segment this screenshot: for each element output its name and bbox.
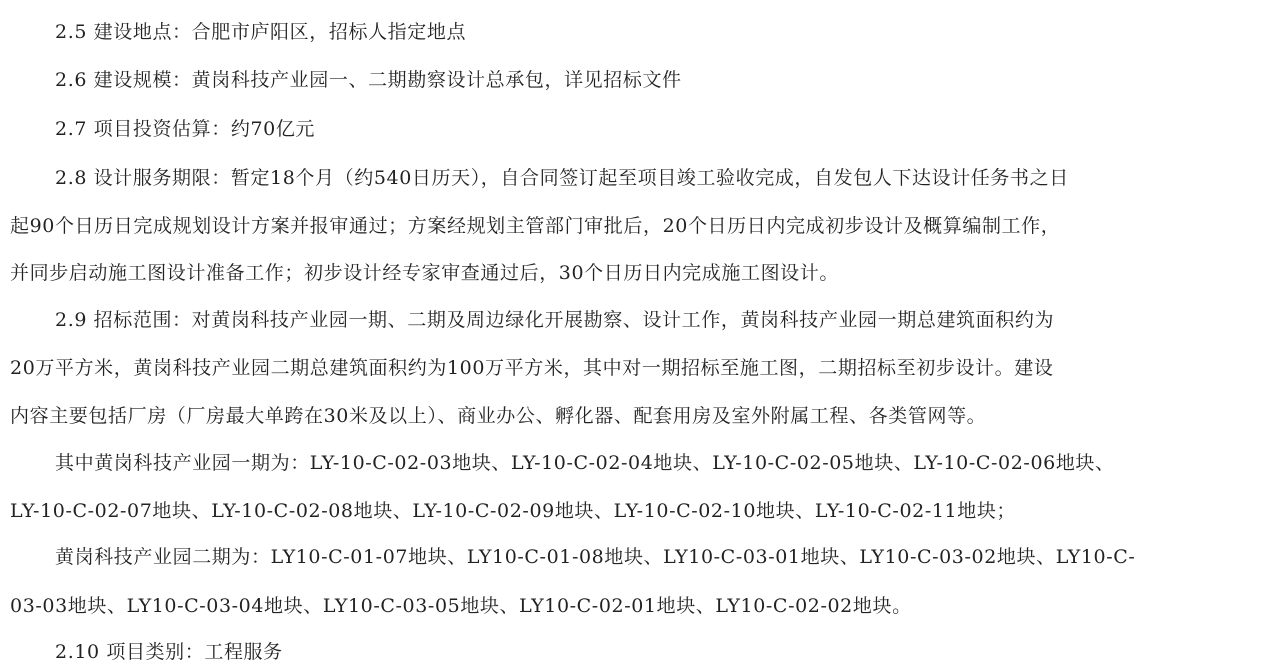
section-2-9-scope-line-3: 内容主要包括厂房（厂房最大单跨在30米及以上）、商业办公、孵化器、配套用房及室外附属工程、各类管网等。	[10, 405, 987, 427]
phase-2-plots-line-2: 03-03地块、LY10-C-03-04地块、LY10-C-03-05地块、LY10-C-02-01地块、LY10-C-02-02地块。	[10, 595, 912, 617]
text-occlusion-mark	[905, 266, 975, 279]
section-2-5-location: 2.5 建设地点：合肥市庐阳区，招标人指定地点	[55, 21, 467, 43]
section-2-10-category: 2.10 项目类别：工程服务	[55, 641, 283, 663]
section-2-8-service-period-line-1: 2.8 设计服务期限：暂定18个月（约540日历天），自合同签订起至项目竣工验收完成，自发包人下达设计任务书之日	[55, 167, 1069, 189]
section-2-8-service-period-line-2: 起90个日历日完成规划设计方案并报审通过；方案经规划主管部门审批后，20个日历日内完成初步设计及概算编制工作，	[10, 215, 1061, 237]
section-2-9-scope-line-2: 20万平方米，黄岗科技产业园二期总建筑面积约为100万平方米，其中对一期招标至施工图，二期招标至初步设计。建设	[10, 357, 1054, 379]
phase-1-plots-line-2: LY-10-C-02-07地块、LY-10-C-02-08地块、LY-10-C-02-09地块、LY-10-C-02-10地块、LY-10-C-02-11地块；	[10, 500, 1017, 522]
section-2-6-scale: 2.6 建设规模：黄岗科技产业园一、二期勘察设计总承包，详见招标文件	[55, 69, 682, 91]
section-2-9-scope-line-1: 2.9 招标范围：对黄岗科技产业园一期、二期及周边绿化开展勘察、设计工作，黄岗科技产业园一期总建筑面积约为	[55, 309, 1055, 331]
section-2-7-investment: 2.7 项目投资估算：约70亿元	[55, 118, 316, 140]
section-2-8-service-period-line-3: 并同步启动施工图设计准备工作；初步设计经专家审查通过后，30个日历日内完成施工图设计。	[10, 262, 839, 284]
phase-2-plots-line-1: 黄岗科技产业园二期为：LY10-C-01-07地块、LY10-C-01-08地块、LY10-C-03-01地块、LY10-C-03-02地块、LY10-C-	[55, 546, 1136, 568]
phase-1-plots-line-1: 其中黄岗科技产业园一期为：LY-10-C-02-03地块、LY-10-C-02-04地块、LY-10-C-02-05地块、LY-10-C-02-06地块、	[55, 452, 1115, 474]
